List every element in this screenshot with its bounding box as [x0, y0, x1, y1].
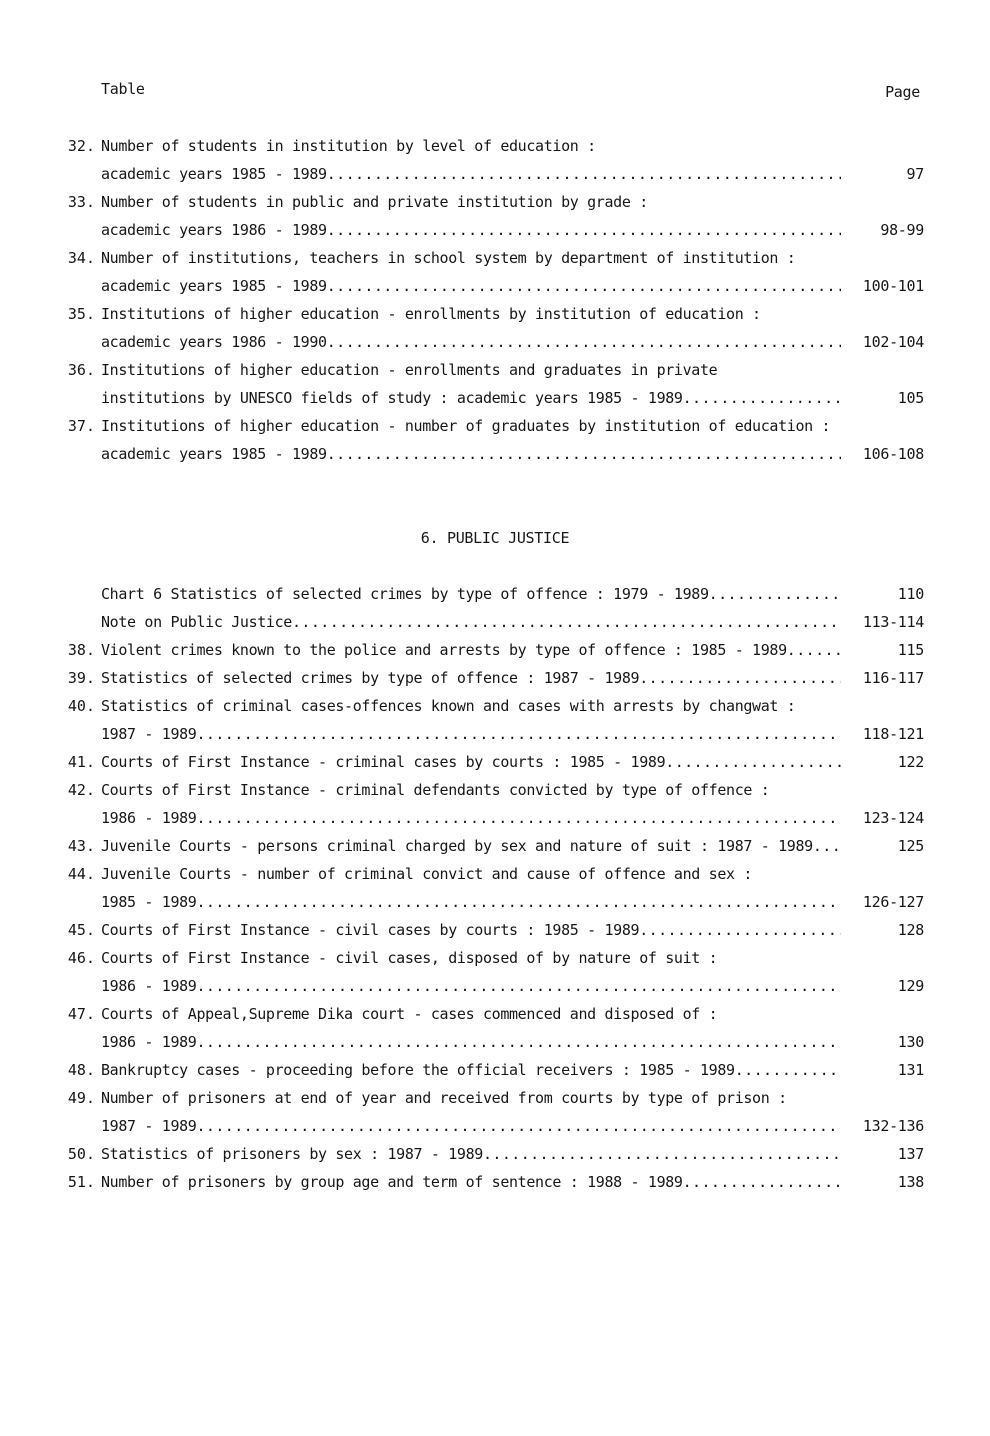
entry-leader-line: [101, 753, 841, 771]
entry-number: 38.: [67, 641, 95, 659]
entry-number: 35.: [67, 305, 95, 323]
entry-title: Institutions of higher education - number of graduates by institution of education :: [101, 417, 831, 435]
entry-page: 128: [897, 921, 924, 939]
entry-leader-line: [101, 921, 841, 939]
toc-entry: [0, 305, 990, 325]
toc-entry: [0, 585, 990, 605]
entry-number: 45.: [67, 921, 95, 939]
entry-page: 130: [897, 1033, 924, 1051]
entry-number: 50.: [67, 1145, 95, 1163]
entry-title: Courts of First Instance - civil cases by courts : 1985 - 1989: [101, 921, 640, 939]
dot-leader: [483, 1145, 841, 1163]
table-column-heading: Table: [101, 80, 145, 98]
entry-number: 33.: [67, 193, 95, 211]
toc-entry: [0, 137, 990, 157]
entry-leader-line: [101, 809, 841, 827]
entry-title: Statistics of criminal cases-offences known and cases with arrests by changwat :: [101, 697, 796, 715]
toc-entry-continuation: [0, 333, 990, 353]
entry-leader-line: [101, 1145, 841, 1163]
toc-entry: [0, 641, 990, 661]
entry-subtitle: academic years 1985 - 1989: [101, 277, 327, 295]
toc-entry: [0, 1145, 990, 1165]
toc-entry-continuation: [0, 389, 990, 409]
entry-subtitle: 1987 - 1989: [101, 725, 197, 743]
toc-entry: [0, 1173, 990, 1193]
toc-entry: [0, 1061, 990, 1081]
entry-subtitle: 1986 - 1989: [101, 977, 197, 995]
section-title: 6. PUBLIC JUSTICE: [420, 529, 570, 547]
entry-page: 132-136: [862, 1117, 924, 1135]
entry-number: 40.: [67, 697, 95, 715]
toc-entry: [0, 697, 990, 717]
entry-leader-line: [101, 333, 841, 351]
entry-page: 98-99: [880, 221, 924, 239]
entry-leader-line: [101, 221, 841, 239]
toc-entry-continuation: [0, 221, 990, 241]
dot-leader: [292, 613, 841, 631]
dot-leader: [813, 837, 841, 855]
entry-page: 137: [897, 1145, 924, 1163]
entry-title: Number of students in institution by level of education :: [101, 137, 596, 155]
dot-leader: [197, 1033, 842, 1051]
entry-subtitle: 1986 - 1989: [101, 1033, 197, 1051]
entry-leader-line: [101, 1173, 841, 1191]
toc-entry: [0, 361, 990, 381]
dot-leader: [327, 221, 841, 239]
entry-number: 32.: [67, 137, 95, 155]
dot-leader: [197, 977, 842, 995]
toc-entry: [0, 249, 990, 269]
entry-page: 100-101: [862, 277, 924, 295]
entry-leader-line: [101, 445, 841, 463]
entry-page: 125: [897, 837, 924, 855]
toc-entry-continuation: [0, 977, 990, 997]
entry-title: Statistics of selected crimes by type of offence : 1987 - 1989: [101, 669, 640, 687]
entry-leader-line: [101, 389, 841, 407]
entry-page: 123-124: [862, 809, 924, 827]
entry-leader-line: [101, 977, 841, 995]
dot-leader: [327, 165, 841, 183]
dot-leader: [327, 277, 841, 295]
entry-subtitle: 1987 - 1989: [101, 1117, 197, 1135]
entry-subtitle: academic years 1985 - 1989: [101, 445, 327, 463]
dot-leader: [197, 1117, 842, 1135]
entry-number: 37.: [67, 417, 95, 435]
entry-title: Institutions of higher education - enrollments and graduates in private: [101, 361, 718, 379]
entry-leader-line: [101, 277, 841, 295]
dot-leader: [197, 809, 842, 827]
entry-number: 43.: [67, 837, 95, 855]
entry-leader-line: [101, 641, 841, 659]
dot-leader: [327, 445, 841, 463]
entry-number: 34.: [67, 249, 95, 267]
entry-page: 106-108: [862, 445, 924, 463]
entry-subtitle: institutions by UNESCO fields of study : academic years 1985 - 1989: [101, 389, 683, 407]
toc-entry-continuation: [0, 725, 990, 745]
entry-number: 41.: [67, 753, 95, 771]
entry-number: 44.: [67, 865, 95, 883]
toc-entry: [0, 753, 990, 773]
toc-entry: [0, 781, 990, 801]
entry-title: Number of prisoners by group age and term of sentence : 1988 - 1989: [101, 1173, 683, 1191]
entry-leader-line: [101, 837, 841, 855]
entry-title: Institutions of higher education - enrollments by institution of education :: [101, 305, 761, 323]
entry-number: 39.: [67, 669, 95, 687]
entry-page: 131: [897, 1061, 924, 1079]
entry-number: 51.: [67, 1173, 95, 1191]
entry-subtitle: academic years 1986 - 1990: [101, 333, 327, 351]
entry-title: Note on Public Justice: [101, 613, 292, 631]
entry-title: Juvenile Courts - number of criminal convict and cause of offence and sex :: [101, 865, 753, 883]
entry-number: 42.: [67, 781, 95, 799]
toc-entry-continuation: [0, 809, 990, 829]
entry-leader-line: [101, 1033, 841, 1051]
entry-title: Courts of First Instance - civil cases, disposed of by nature of suit :: [101, 949, 718, 967]
entry-number: 36.: [67, 361, 95, 379]
entry-page: 110: [897, 585, 924, 603]
entry-leader-line: [101, 585, 841, 603]
entry-leader-line: [101, 893, 841, 911]
entry-page: 113-114: [862, 613, 924, 631]
toc-entry: [0, 949, 990, 969]
entry-number: 47.: [67, 1005, 95, 1023]
toc-entry: [0, 1089, 990, 1109]
entry-subtitle: academic years 1985 - 1989: [101, 165, 327, 183]
dot-leader: [683, 389, 841, 407]
entry-subtitle: 1985 - 1989: [101, 893, 197, 911]
dot-leader: [639, 669, 841, 687]
entry-leader-line: [101, 1061, 841, 1079]
entry-title: Chart 6 Statistics of selected crimes by type of offence : 1979 - 1989: [101, 585, 709, 603]
entry-leader-line: [101, 613, 841, 631]
entry-title: Violent crimes known to the police and arrests by type of offence : 1985 - 1989: [101, 641, 787, 659]
entry-subtitle: academic years 1986 - 1989: [101, 221, 327, 239]
entry-title: Number of prisoners at end of year and received from courts by type of prison :: [101, 1089, 787, 1107]
toc-entry: [0, 669, 990, 689]
entry-page: 97: [906, 165, 924, 183]
dot-leader: [197, 893, 842, 911]
entry-page: 122: [897, 753, 924, 771]
entry-title: Juvenile Courts - persons criminal charged by sex and nature of suit : 1987 - 1989: [101, 837, 813, 855]
entry-page: 118-121: [862, 725, 924, 743]
entry-subtitle: 1986 - 1989: [101, 809, 197, 827]
toc-entry-continuation: [0, 1033, 990, 1053]
entry-title: Bankruptcy cases - proceeding before the official receivers : 1985 - 1989: [101, 1061, 735, 1079]
toc-entry-continuation: [0, 165, 990, 185]
dot-leader: [327, 333, 841, 351]
dot-leader: [665, 753, 841, 771]
entry-title: Courts of First Instance - criminal cases by courts : 1985 - 1989: [101, 753, 666, 771]
entry-number: 48.: [67, 1061, 95, 1079]
entry-page: 116-117: [862, 669, 924, 687]
toc-entry: [0, 837, 990, 857]
toc-entry-continuation: [0, 445, 990, 465]
toc-entry: [0, 921, 990, 941]
entry-leader-line: [101, 669, 841, 687]
entry-page: 138: [897, 1173, 924, 1191]
entry-leader-line: [101, 165, 841, 183]
entry-title: Courts of Appeal,Supreme Dika court - cases commenced and disposed of :: [101, 1005, 718, 1023]
toc-entry-continuation: [0, 277, 990, 297]
toc-entry-continuation: [0, 893, 990, 913]
entry-title: Number of institutions, teachers in school system by department of institution :: [101, 249, 796, 267]
dot-leader: [197, 725, 842, 743]
toc-entry: [0, 417, 990, 437]
entry-page: 126-127: [862, 893, 924, 911]
toc-entry-continuation: [0, 1117, 990, 1137]
dot-leader: [735, 1061, 841, 1079]
entry-page: 129: [897, 977, 924, 995]
dot-leader: [709, 585, 841, 603]
entry-number: 46.: [67, 949, 95, 967]
toc-entry: [0, 1005, 990, 1025]
entry-leader-line: [101, 725, 841, 743]
dot-leader: [683, 1173, 841, 1191]
entry-page: 105: [897, 389, 924, 407]
entry-leader-line: [101, 1117, 841, 1135]
entry-title: Number of students in public and private institution by grade :: [101, 193, 648, 211]
entry-page: 102-104: [862, 333, 924, 351]
toc-entry: [0, 613, 990, 633]
toc-entry: [0, 193, 990, 213]
dot-leader: [639, 921, 841, 939]
entry-title: Courts of First Instance - criminal defendants convicted by type of offence :: [101, 781, 770, 799]
toc-entry: [0, 865, 990, 885]
entry-number: 49.: [67, 1089, 95, 1107]
entry-page: 115: [897, 641, 924, 659]
dot-leader: [787, 641, 841, 659]
entry-title: Statistics of prisoners by sex : 1987 - 1989: [101, 1145, 483, 1163]
page-column-heading: Page: [885, 83, 920, 101]
